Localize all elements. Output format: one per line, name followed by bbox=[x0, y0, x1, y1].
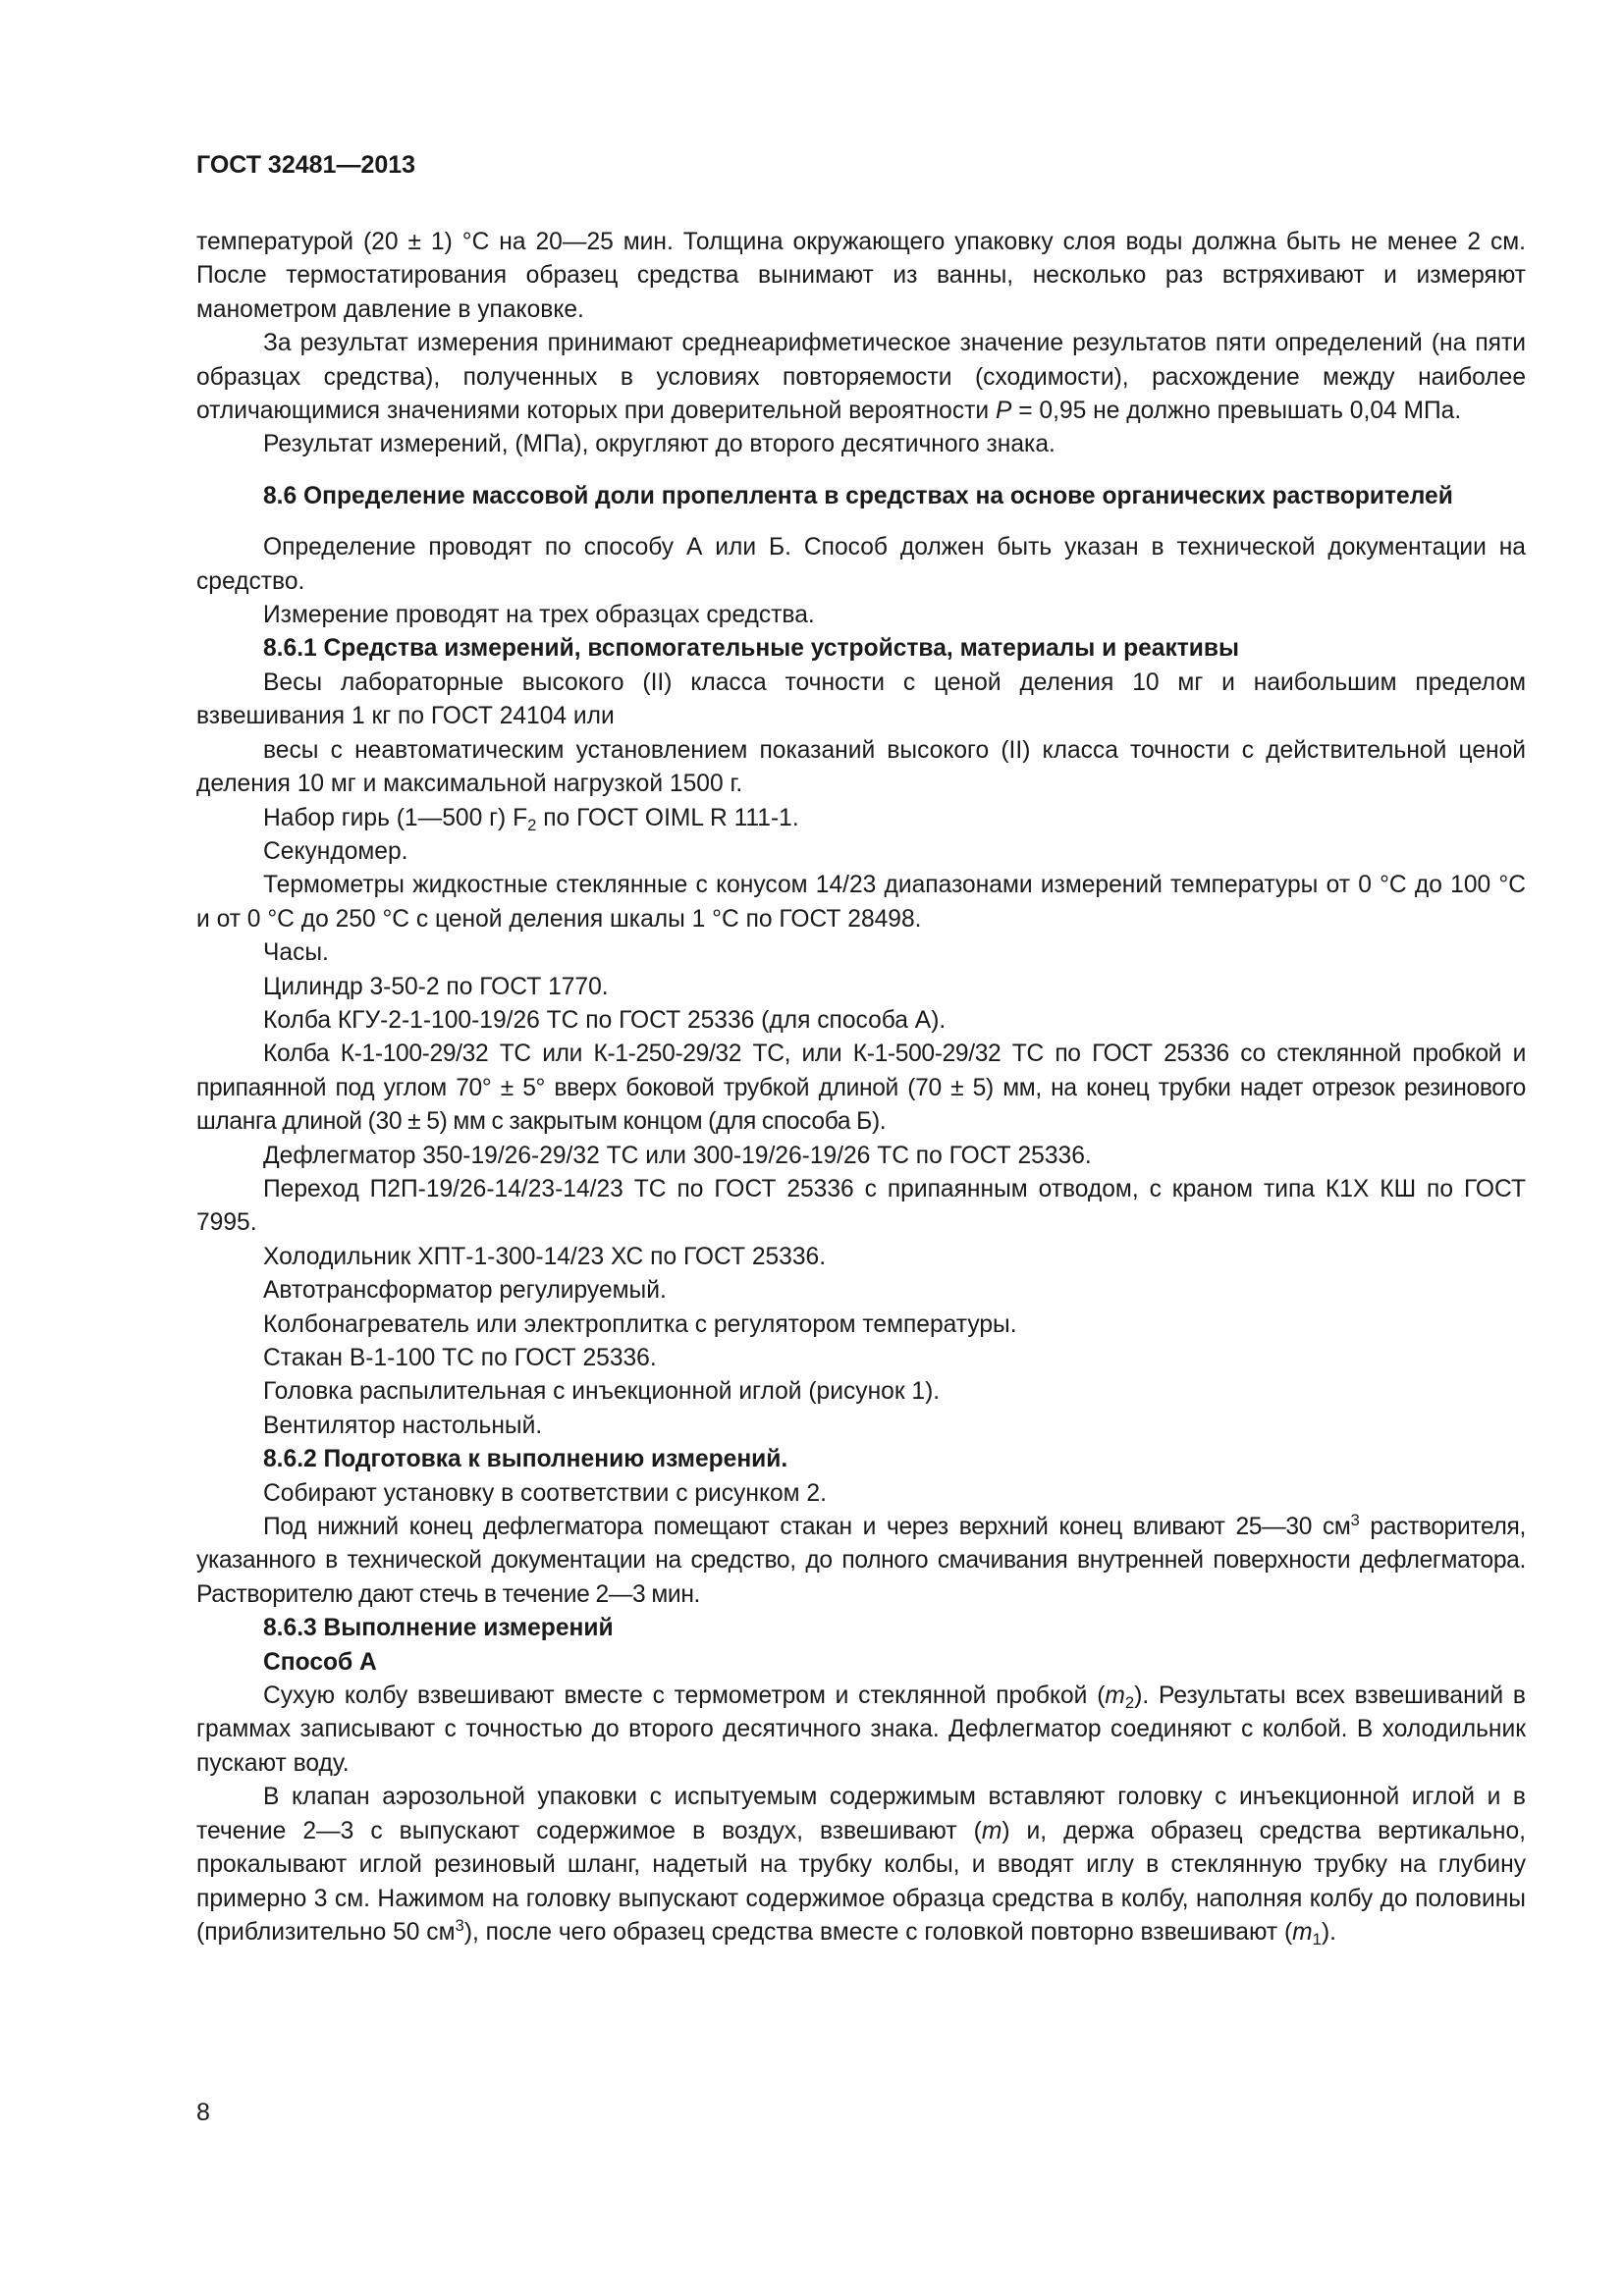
paragraph: Колба К-1-100-29/32 ТС или К-1-250-29/32 ТС, или К-1-500-29/32 ТС по ГОСТ 25336 со стеклянной пробкой и припаянной под углом 70° ± 5° вверх боковой трубкой длиной (70 ± 5) мм, на конец трубки надет отрезок резинового шланга длиной (30 ± 5) мм с закрытым концом (для способа Б). bbox=[196, 1041, 1526, 1136]
paragraph: Термометры жидкостные стеклянные с конусом 14/23 диапазонами измерений температуры от 0 °С до 100 °С и от 0 °С до 250 °С с ценой деления шкалы 1 °С по ГОСТ 28498. bbox=[196, 872, 1526, 933]
variable: m bbox=[981, 1817, 1002, 1844]
document-body bbox=[196, 226, 1526, 1949]
paragraph: Холодильник ХПТ-1-300-14/23 ХС по ГОСТ 25336. bbox=[263, 1243, 827, 1270]
paragraph: температурой (20 ± 1) °С на 20—25 мин. Толщина окружающего упаковку слоя воды должна быть не менее 2 см. После термостатирования образец средства вынимают из ванны, несколько раз встряхивают и измеряют манометром давление в упаковке. bbox=[196, 229, 1526, 323]
paragraph: Стакан В-1-100 ТС по ГОСТ 25336. bbox=[263, 1345, 657, 1371]
paragraph: Весы лабораторные высокого (II) класса точности с ценой деления 10 мг и наибольшим пределом взвешивания 1 кг по ГОСТ 24104 или bbox=[196, 668, 1526, 730]
section-heading-8-6-3: 8.6.3 Выполнение измерений bbox=[263, 1615, 614, 1642]
section-heading-8-6: 8.6 Определение массовой доли пропеллента в средствах на основе органических растворителей bbox=[263, 482, 1453, 509]
variable: m bbox=[1105, 1682, 1125, 1710]
paragraph: Колбонагреватель или электроплитка с регулятором температуры. bbox=[263, 1310, 1017, 1338]
variable: m bbox=[1292, 1918, 1313, 1946]
paragraph: Дефлегматор 350-19/26-29/32 ТС или 300-19/26-19/26 ТС по ГОСТ 25336. bbox=[263, 1142, 1092, 1169]
paragraph: Переход П2П-19/26-14/23-14/23 ТС по ГОСТ 25336 с припаянным отводом, с краном типа К1Х КШ по ГОСТ 7995. bbox=[196, 1175, 1526, 1237]
paragraph: Автотрансформатор регулируемый. bbox=[263, 1277, 667, 1305]
paragraph: Определение проводят по способу А или Б. Способ должен быть указан в технической документации на средство. bbox=[196, 534, 1526, 595]
paragraph: Измерение проводят на трех образцах средства. bbox=[263, 602, 815, 629]
paragraph: Набор гирь (1—500 г) $F_2$ по ГОСТ OIML R 111-1. bbox=[263, 804, 799, 834]
paragraph: Головка распылительная с инъекционной иглой (рисунок 1). bbox=[263, 1378, 941, 1406]
paragraph: Собирают установку в соответствии с рисунком 2. bbox=[263, 1479, 827, 1507]
paragraph: Цилиндр 3-50-2 по ГОСТ 1770. bbox=[263, 973, 609, 1000]
paragraph: Под нижний конец дефлегматора помещают стакан и через верхний конец вливают 25—30 $см^3$ растворителя, указанного в технической документации на средство, до полного смачивания внутренней поверхности дефлегматора. Растворителю дают стечь в течение 2—3 мин. bbox=[196, 1510, 1526, 1608]
page-number: 8 bbox=[196, 2099, 210, 2126]
section-heading-8-6-2: 8.6.2 Подготовка к выполнению измерений. bbox=[263, 1446, 788, 1473]
paragraph: Результат измерений, (МПа), округляют до второго десятичного знака. bbox=[263, 431, 1056, 458]
paragraph: Сухую колбу взвешивают вместе с термометром и стеклянной пробкой $(m_2)$. Результаты всех взвешиваний в граммах записывают с точностью до второго десятичного знака. Дефлегматор соединяют с колбой. В холодильник пускают воду. bbox=[196, 1682, 1526, 1777]
paragraph: весы с неавтоматическим установлением показаний высокого (II) класса точности с действительной ценой деления 10 мг и максимальной нагрузкой 1500 г. bbox=[196, 736, 1526, 798]
subheading-method-a: Способ А bbox=[263, 1648, 377, 1676]
paragraph: Часы. bbox=[263, 939, 329, 967]
variable: Р bbox=[996, 398, 1012, 425]
document-header: ГОСТ 32481—2013 bbox=[196, 151, 416, 179]
section-heading-8-6-1: 8.6.1 Средства измерений, вспомогательные устройства, материалы и реактивы bbox=[263, 635, 1240, 663]
paragraph: Секундомер. bbox=[263, 837, 408, 865]
paragraph: Колба КГУ-2-1-100-19/26 ТС по ГОСТ 25336 (для способа А). bbox=[263, 1006, 947, 1034]
paragraph: За результат измерения принимают среднеарифметическое значение результатов пяти определений (на пяти образцах средства), полученных в условиях повторяемости (сходимости), расхождение между наиболее отличающимися значениями которых при доверительной вероятности Р = 0,95 не должно превышать 0,04 МПа. bbox=[196, 330, 1526, 425]
paragraph: Вентилятор настольный. bbox=[263, 1412, 543, 1439]
paragraph: В клапан аэрозольной упаковки с испытуемым содержимым вставляют головку с инъекционной иглой и в течение 2—3 с выпускают содержимое в воздух, взвешивают (m) и, держа образец средства вертикально, прокалывают иглой резиновый шланг, надетый на трубку колбы, и вводят иглу в стеклянную трубку на глубину примерно 3 см. Нажимом на головку выпускают содержимое образца средства в колбу, наполняя колбу до половины (приблизительно 50 $см^3$), после чего образец средства вместе с головкой повторно взвешивают $(m_1)$. bbox=[196, 1784, 1526, 1949]
